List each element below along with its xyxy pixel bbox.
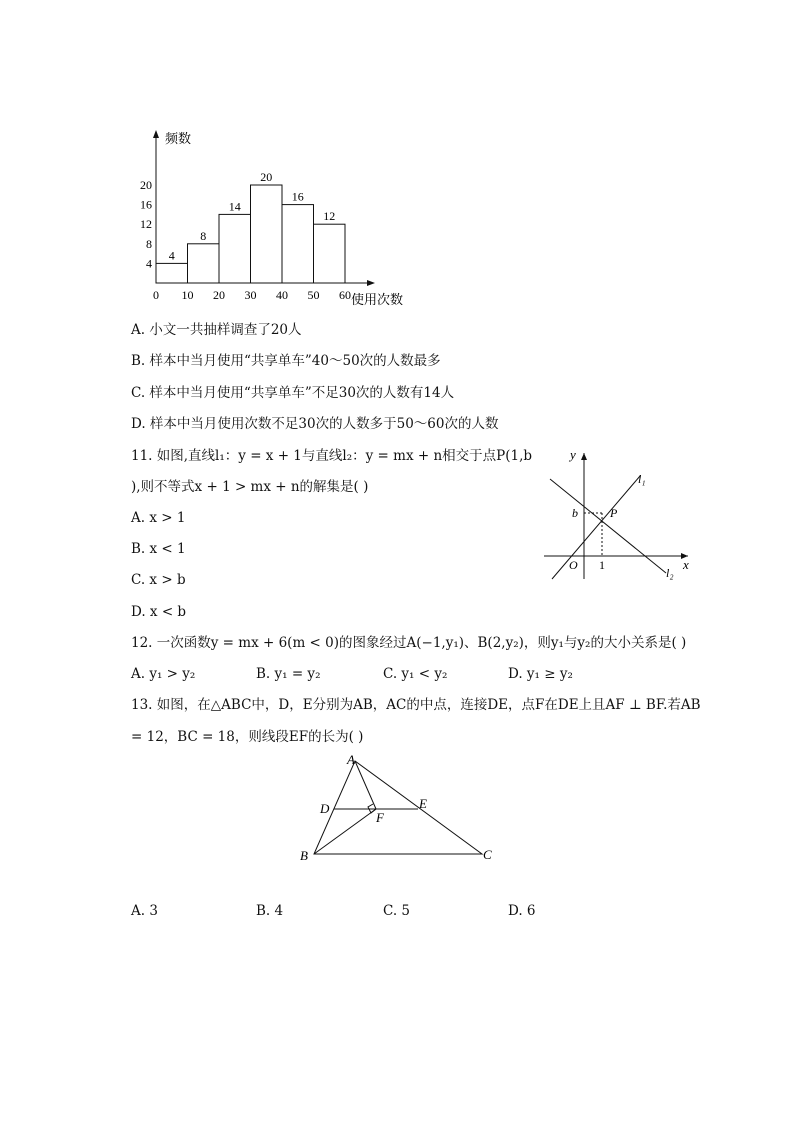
q13-label-d: D [320, 801, 330, 816]
x-tick-label: 60 [339, 288, 351, 302]
q13-label-e: E [419, 796, 427, 811]
q10-option-d[interactable]: D. 样本中当月使用次数不足30次的人数多于50～60次的人数 [131, 416, 499, 432]
q13-label-a: A [347, 752, 355, 767]
q11-option-a[interactable]: A. x > 1 [131, 510, 186, 526]
x-tick-label: 0 [153, 288, 159, 302]
q11-stem-line1: 11. 如图,直线l₁：y = x + 1与直线l₂：y = mx + n相交于点P(1,b [131, 448, 533, 464]
q11-label-x: x [683, 557, 689, 572]
q13-label-b: B [300, 848, 308, 863]
q11-option-b[interactable]: B. x < 1 [131, 541, 186, 557]
q13-label-f: F [376, 810, 384, 825]
q11-label-p: P [610, 506, 618, 520]
histogram-labels [140, 170, 351, 302]
q13-figure [296, 750, 502, 870]
histogram-chart [130, 128, 430, 310]
q13-triangle-abc [314, 761, 482, 854]
q11-line-l2 [550, 479, 666, 573]
q11-option-d[interactable]: D. x < b [131, 604, 187, 620]
histogram-bar [156, 263, 188, 283]
q12-option-c[interactable]: C. y₁ < y₂ [383, 666, 448, 682]
y-tick-label: 12 [140, 217, 152, 232]
histogram-axes [153, 130, 403, 307]
q13-label-c: C [483, 847, 492, 862]
q10-option-a[interactable]: A. 小文一共抽样调查了20人 [131, 322, 302, 338]
q11-label-b: b [572, 506, 578, 520]
q10-option-c[interactable]: C. 样本中当月使用“共享单车”不足30次的人数有14人 [131, 385, 455, 401]
q11-label-l2: l₂ [666, 566, 674, 580]
q12-option-b[interactable]: B. y₁ = y₂ [256, 666, 321, 682]
histogram-bar [219, 214, 251, 283]
q11-label-l1: l₁ [638, 472, 646, 486]
y-axis-arrow [153, 130, 159, 138]
x-tick-label: 10 [181, 288, 194, 302]
histogram-bar [314, 224, 346, 283]
histogram-bars [156, 185, 345, 283]
x-tick-label: 50 [307, 288, 320, 302]
bar-value-label: 4 [168, 248, 175, 263]
q13-option-d[interactable]: D. 6 [508, 903, 536, 919]
q12-stem: 12. 一次函数y = mx + 6(m < 0)的图象经过A(−1,y₁)、B(2,y₂)，则y₁与y₂的大小关系是( ) [131, 635, 687, 651]
q13-stem-line2: = 12，BC = 18，则线段EF的长为( ) [131, 729, 364, 745]
x-tick-label: 30 [244, 288, 257, 302]
y-axis-title: 频数 [165, 131, 192, 146]
q13-stem-line1: 13. 如图，在△ABC中，D，E分别为AB，AC的中点，连接DE，点F在DE上且AF ⊥ BF.若AB [131, 697, 701, 713]
x-axis-arrow [367, 280, 375, 286]
bar-value-label: 14 [228, 199, 241, 214]
q11-label-1: 1 [599, 558, 605, 572]
x-axis-title: 使用次数 [351, 292, 404, 307]
x-tick-label: 40 [276, 288, 288, 302]
histogram-bar [188, 244, 220, 283]
q12-option-a[interactable]: A. y₁ > y₂ [131, 666, 196, 682]
x-tick-label: 20 [213, 288, 225, 302]
q13-option-a[interactable]: A. 3 [131, 903, 158, 919]
q12-option-d[interactable]: D. y₁ ≥ y₂ [508, 666, 573, 682]
q11-stem-line2: ),则不等式x + 1 > mx + n的解集是( ) [131, 479, 369, 495]
q13-option-c[interactable]: C. 5 [383, 903, 411, 919]
q11-option-c[interactable]: C. x > b [131, 572, 186, 588]
y-tick-label: 16 [140, 197, 152, 212]
y-tick-label: 8 [146, 236, 152, 251]
q11-figure [538, 445, 696, 585]
bar-value-label: 20 [260, 170, 273, 184]
bar-value-label: 12 [323, 209, 336, 224]
q10-option-b[interactable]: B. 样本中当月使用“共享单车”40～50次的人数最多 [131, 353, 441, 369]
histogram-bar [251, 185, 283, 283]
y-tick-label: 20 [140, 178, 152, 192]
y-tick-label: 4 [146, 256, 152, 271]
bar-value-label: 8 [200, 228, 207, 243]
q13-option-b[interactable]: B. 4 [256, 903, 284, 919]
histogram-bar [282, 205, 314, 283]
bar-value-label: 16 [291, 189, 304, 204]
q11-label-y: y [570, 447, 576, 462]
q11-label-o: O [569, 558, 578, 572]
